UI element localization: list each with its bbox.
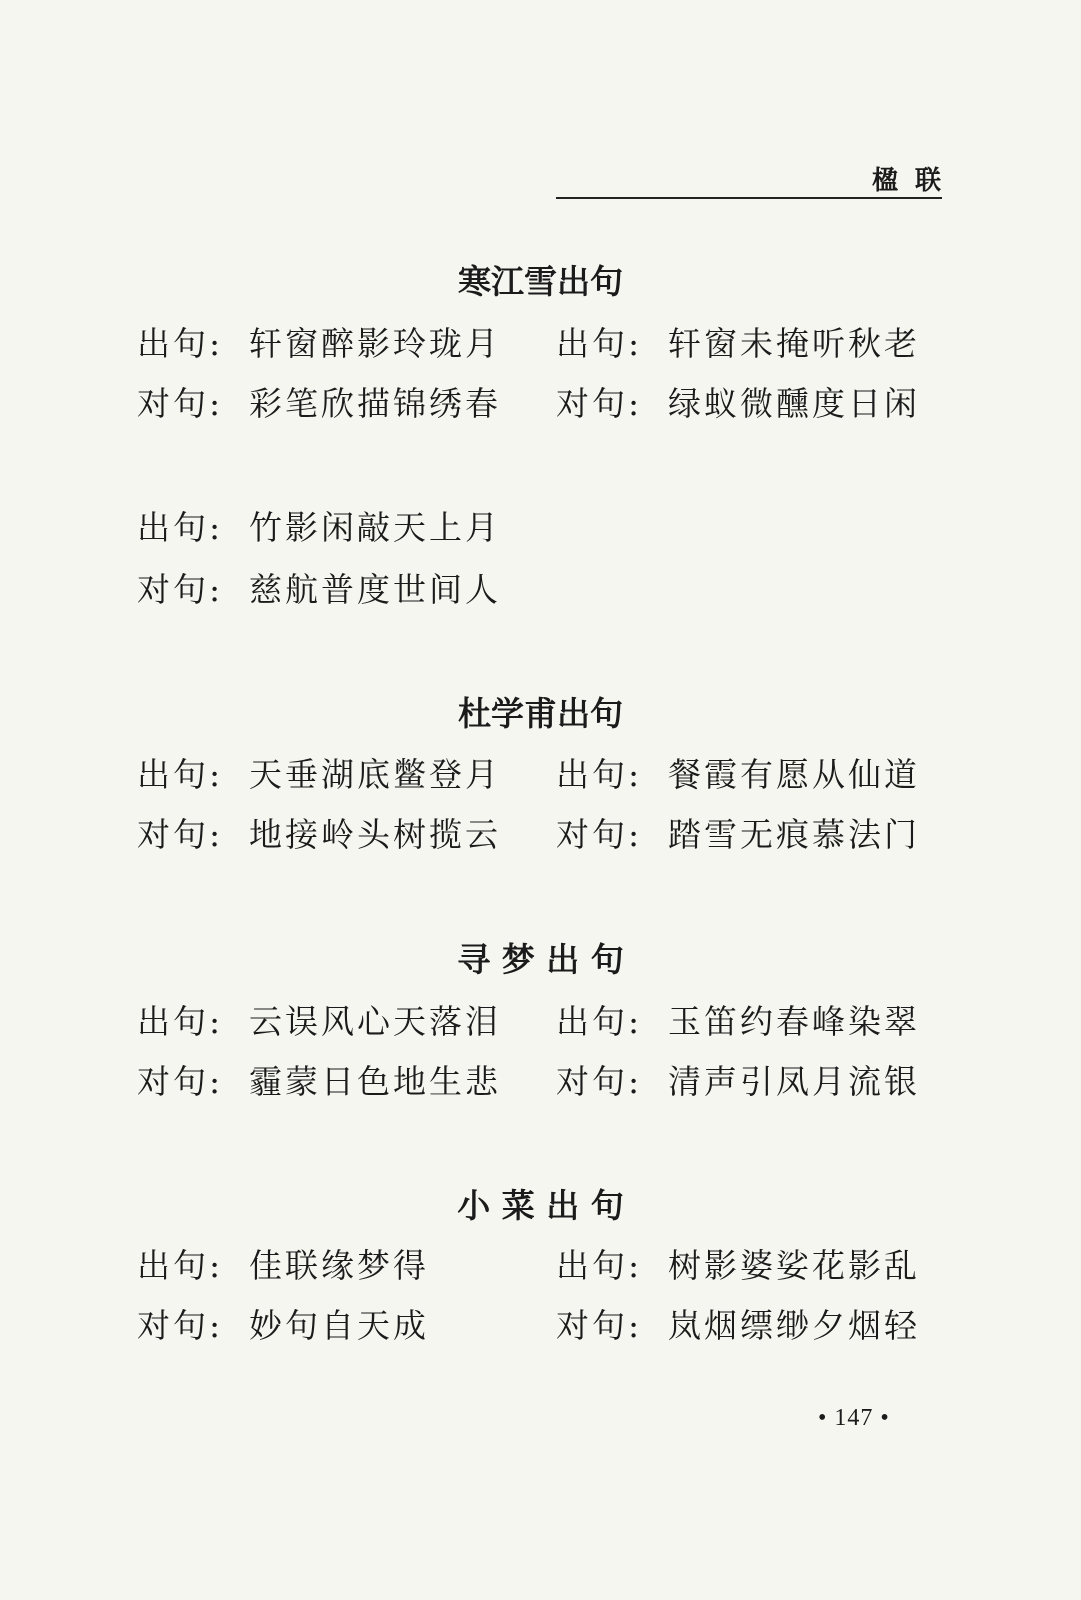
page-number: • 147 • <box>818 1405 890 1431</box>
chuju-text: 竹影闲敲天上月 <box>249 508 501 547</box>
section-title: 小 菜 出 句 <box>457 1186 624 1225</box>
section-title: 寻 梦 出 句 <box>457 940 624 979</box>
couplet-duiju <box>137 1306 429 1346</box>
section-title: 杜学甫出句 <box>458 694 623 733</box>
chuju-label: 出句: <box>556 755 643 794</box>
couplet-chuju <box>137 755 501 795</box>
chuju-label: 出句: <box>137 755 224 794</box>
chuju-text: 树影婆娑花影乱 <box>668 1246 920 1285</box>
couplet-duiju <box>556 384 920 424</box>
chuju-label: 出句: <box>556 324 643 363</box>
chuju-label: 出句: <box>556 1002 643 1041</box>
duiju-text: 清声引凤月流银 <box>668 1062 920 1101</box>
couplet-chuju <box>137 1246 429 1286</box>
duiju-text: 绿蚁微醺度日闲 <box>668 384 920 423</box>
duiju-label: 对句: <box>556 384 643 423</box>
couplet-chuju <box>556 324 920 364</box>
couplet-duiju <box>137 384 501 424</box>
chuju-text: 天垂湖底鳖登月 <box>249 755 501 794</box>
duiju-text: 彩笔欣描锦绣春 <box>249 384 501 423</box>
duiju-text: 岚烟缥缈夕烟轻 <box>668 1306 920 1345</box>
duiju-text: 慈航普度世间人 <box>249 570 501 609</box>
couplet-duiju <box>137 815 501 855</box>
couplet-duiju <box>556 815 920 855</box>
duiju-label: 对句: <box>137 815 224 854</box>
chuju-label: 出句: <box>556 1246 643 1285</box>
couplet-chuju <box>137 1002 501 1042</box>
chuju-label: 出句: <box>137 1002 224 1041</box>
duiju-text: 妙句自天成 <box>249 1306 429 1345</box>
chuju-text: 轩窗未掩听秋老 <box>668 324 920 363</box>
running-head-title: 楹 联 <box>871 166 945 196</box>
chuju-text: 云误风心天落泪 <box>249 1002 501 1041</box>
duiju-text: 踏雪无痕慕法门 <box>668 815 920 854</box>
duiju-label: 对句: <box>137 1306 224 1345</box>
chuju-label: 出句: <box>137 324 224 363</box>
duiju-label: 对句: <box>556 815 643 854</box>
chuju-label: 出句: <box>137 1246 224 1285</box>
couplet-chuju <box>137 508 501 548</box>
couplet-chuju <box>556 755 920 795</box>
duiju-text: 地接岭头树揽云 <box>249 815 501 854</box>
duiju-label: 对句: <box>137 384 224 423</box>
couplet-duiju <box>137 1062 501 1102</box>
section-title: 寒江雪出句 <box>458 262 623 301</box>
duiju-label: 对句: <box>137 1062 224 1101</box>
chuju-text: 餐霞有愿从仙道 <box>668 755 920 794</box>
chuju-label: 出句: <box>137 508 224 547</box>
couplet-chuju <box>556 1002 920 1042</box>
couplet-duiju <box>137 570 501 610</box>
duiju-label: 对句: <box>556 1306 643 1345</box>
duiju-text: 霾蒙日色地生悲 <box>249 1062 501 1101</box>
chuju-text: 轩窗醉影玲珑月 <box>249 324 501 363</box>
duiju-label: 对句: <box>137 570 224 609</box>
chuju-text: 玉笛约春峰染翠 <box>668 1002 920 1041</box>
couplet-chuju <box>556 1246 920 1286</box>
duiju-label: 对句: <box>556 1062 643 1101</box>
couplet-duiju <box>556 1062 920 1102</box>
couplet-duiju <box>556 1306 920 1346</box>
running-head-rule <box>556 197 942 199</box>
chuju-text: 佳联缘梦得 <box>249 1246 429 1285</box>
couplet-chuju <box>137 324 501 364</box>
